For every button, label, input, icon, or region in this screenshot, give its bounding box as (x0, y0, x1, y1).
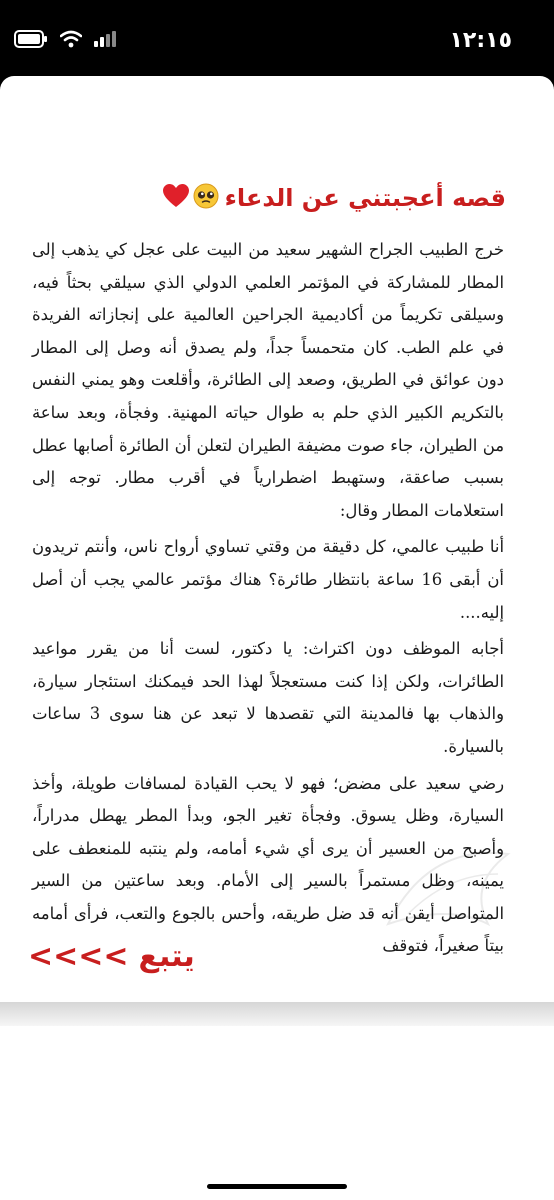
signal-icon (94, 31, 116, 51)
story-title: قصه أعجبتني عن الدعاء (224, 184, 506, 212)
pleading-face-emoji-icon (193, 183, 219, 213)
status-time: ١٢:١٥ (449, 28, 512, 53)
title-emojis (163, 183, 219, 213)
status-icons (14, 30, 116, 52)
continue-arrows: <<<< (28, 938, 129, 974)
status-bar (0, 0, 554, 80)
story-paragraph-1: خرج الطبيب الجراح الشهير سعيد من البيت على عجل كي يذهب إلى المطار للمشاركة في المؤتمر العلمي الدولي الذي سيلقي بحثاً فيه، وسيلقى تكريماً من أكاديمية الجراحين العالمية على إنجازاته الفريدة في علم الطب. كان متحمساً جداً، ولم يصدق أنه وصل إلى المطار دون عوائق في الطريق، وصعد إلى الطائرة، وأقلعت وهو يمني النفس بالتكريم الكبير الذي حلم به طوال حياته المهنية. وفجأة، وبعد ساعة من الطيران، جاء صوت مضيفة الطيران لتعلن أن الطائرة أصابها عطل بسبب صاعقة، وستهبط اضطرارياً في أقرب مطار. توجه إلى استعلامات المطار وقال: (32, 240, 504, 520)
story-screen (0, 76, 554, 1200)
red-heart-emoji-icon (163, 184, 189, 212)
card-bottom-edge (0, 1002, 554, 1026)
continue-label: يتبع (138, 938, 195, 974)
home-indicator[interactable] (207, 1184, 347, 1189)
continue-indicator (28, 932, 195, 980)
story-paragraph-3: أجابه الموظف دون اكتراث: يا دكتور، لست أنا من يقرر مواعيد الطائرات، ولكن إذا كنت مستعجلاً لهذا الحد فيمكنك استئجار سيارة، والذهاب بها فالمدينة التي تقصدها لا تبعد عن هنا سوى 3 ساعات بالسيارة. (32, 639, 504, 756)
story-paragraph-4: رضي سعيد على مضض؛ فهو لا يحب القيادة لمسافات طويلة، وأخذ السيارة، وظل يسوق. وفجأة تغير الجو، وبدأ المطر يهطل مدراراً، وأصبح من العسير أن يرى أي شيء أمامه، ولم ينتبه للمنعطف على يمينه، وظل مستمراً بالسير إلى الأمام. وبعد ساعتين من السير المتواصل أيقن أنه قد ضل طريقه، وأحس بالجوع والتعب، فرأى أمامه بيتاً صغيراً، فتوقف (32, 773, 504, 956)
story-card (8, 84, 546, 1002)
story-paragraph-2: أنا طبيب عالمي، كل دقيقة من وقتي تساوي أرواح ناس، وأنتم تريدون أن أبقى 16 ساعة بانتظار طائرة؟ هناك مؤتمر عالمي يجب أن أصل إليه.... (32, 537, 504, 622)
wifi-icon (60, 30, 82, 52)
story-title-row (163, 176, 506, 220)
story-body (32, 234, 504, 967)
battery-icon (14, 30, 48, 52)
